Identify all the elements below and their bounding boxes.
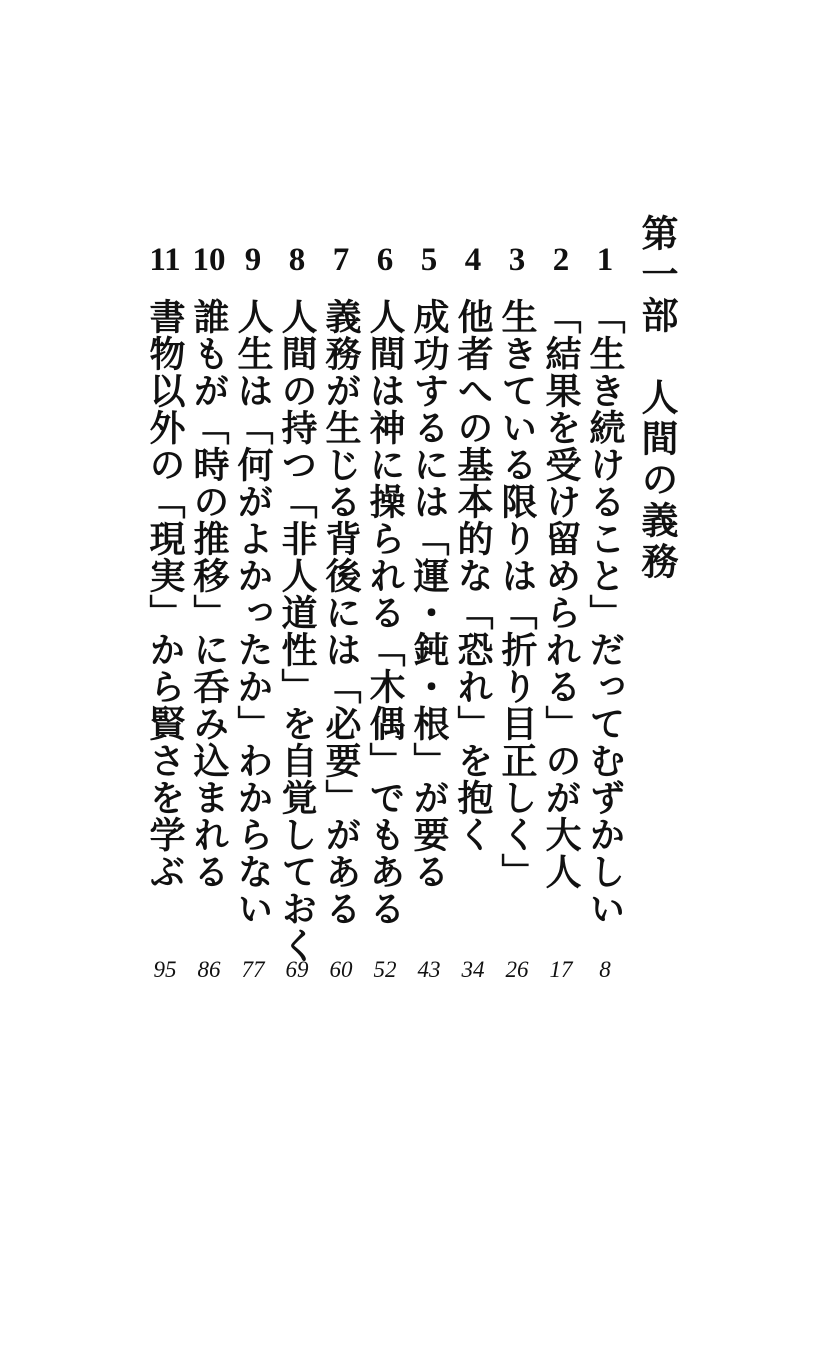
page-number: 52 [373, 957, 397, 982]
page-number: 43 [417, 957, 441, 982]
page-number: 77 [241, 957, 265, 982]
toc-entry-8[interactable] [274, 240, 320, 1000]
page-number: 34 [461, 957, 485, 982]
page-number: 69 [285, 957, 309, 982]
chapter-title: 書物以外の「現実」から賢さを学ぶ [144, 298, 186, 890]
chapter-number: 5 [420, 242, 438, 278]
toc-entry-2[interactable] [538, 240, 584, 1000]
page-number: 95 [153, 957, 177, 982]
chapter-title: 「結果を受け留められる」のが大人 [540, 298, 582, 890]
chapter-number: 3 [508, 242, 526, 278]
chapter-title: 「生き続けること」だってむずかしい [584, 298, 626, 927]
chapter-title: 人間の持つ「非人道性」を自覚しておく [276, 298, 318, 964]
chapter-number: 9 [244, 242, 262, 278]
chapter-title: 人生は「何がよかったか」わからない [232, 298, 274, 927]
chapter-number: 6 [376, 242, 394, 278]
chapter-number: 11 [149, 242, 181, 278]
chapter-number: 7 [332, 242, 350, 278]
chapter-title: 他者への基本的な「恐れ」を抱く [452, 298, 494, 853]
chapter-title: 誰もが「時の推移」に呑み込まれる [188, 298, 230, 890]
chapter-number: 2 [552, 242, 570, 278]
toc-entry-11[interactable] [142, 240, 188, 1000]
chapter-number: 4 [464, 242, 482, 278]
page-number: 60 [329, 957, 353, 982]
part-title: 第一部 人間の義務 [635, 214, 679, 583]
toc-entry-10[interactable] [186, 240, 232, 1000]
page-number: 26 [505, 957, 529, 982]
chapter-title: 人間は神に操られる「木偶」でもある [364, 298, 406, 927]
toc-entry-3[interactable] [494, 240, 540, 1000]
toc-entry-5[interactable] [406, 240, 452, 1000]
toc-entry-1[interactable] [582, 240, 628, 1000]
chapter-number: 8 [288, 242, 306, 278]
toc-entry-4[interactable] [450, 240, 496, 1000]
chapter-number: 1 [596, 242, 614, 278]
page-number: 17 [549, 957, 573, 982]
toc-entry-9[interactable] [230, 240, 276, 1000]
chapter-title: 義務が生じる背後には「必要」がある [320, 298, 362, 927]
toc-entry-6[interactable] [362, 240, 408, 1000]
chapter-title: 成功するには「運・鈍・根」が要る [408, 298, 450, 890]
chapter-number: 10 [192, 242, 226, 278]
page-number: 8 [599, 957, 611, 982]
page-number: 86 [197, 957, 221, 982]
toc-entry-7[interactable] [318, 240, 364, 1000]
chapter-title: 生きている限りは「折り目正しく」 [496, 298, 538, 890]
